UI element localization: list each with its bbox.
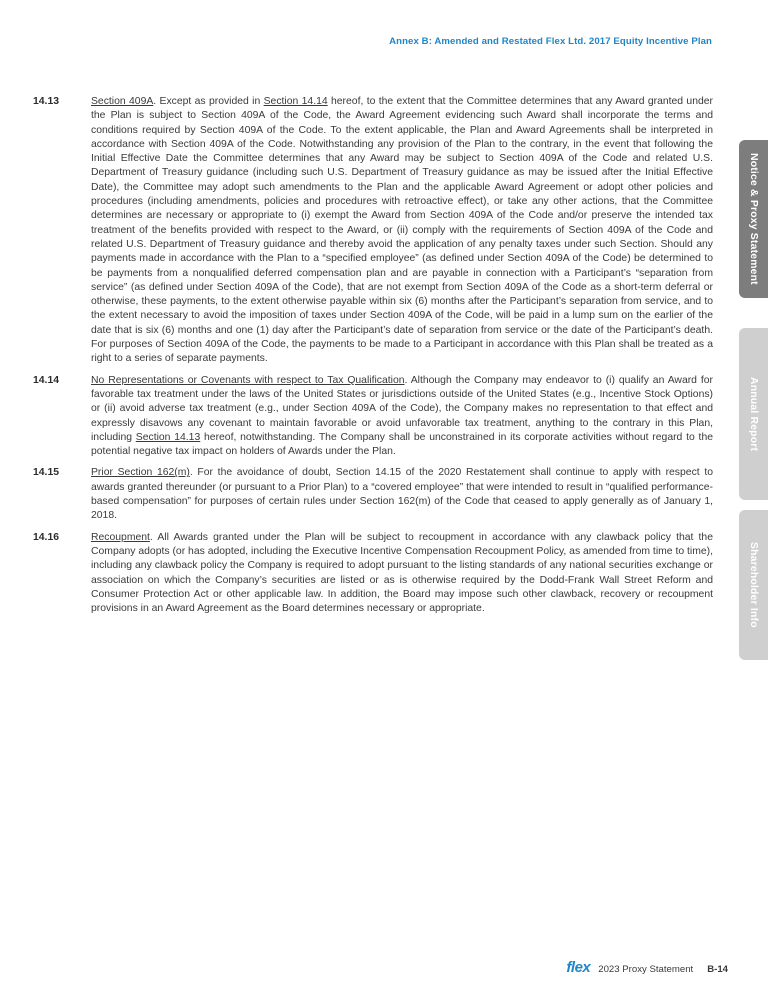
side-tab-label: Annual Report [748, 376, 759, 452]
text-run: . All Awards granted under the Plan will be subject to recoupment in accordance with any clawback policy that the Company adopts (or has adopted, including the Executive Incentive Compensation Recoupment Policy, as amended from time to time), including any clawback policy the Company is required to adopt pursuant to the listing standards of any national securities exchange or association on which the Company’s securities are listed or as is otherwise required by the Dodd-Frank Wall Street Reform and Consumer Protection Act or other applicable law. In addition, the Board may impose such other clawback, recovery or recoupment provisions in an Award Agreement as the Board determines necessary or appropriate. [91, 531, 713, 615]
section-14-14 [33, 374, 713, 460]
document-body [33, 95, 713, 623]
section-reference: Section 14.13 [135, 431, 201, 443]
side-tab-shareholder-info[interactable] [739, 510, 768, 660]
section-heading: Section 409A [91, 96, 154, 107]
flex-logo: flex [566, 959, 591, 976]
section-14-16 [33, 531, 713, 617]
section-number: 14.13 [33, 96, 60, 107]
section-reference: Section 14.14 [263, 96, 328, 107]
text-run: hereof, notwithstanding. The Company shall be unconstrained in its corporate activities without regard to the potential negative tax impact on holders of Awards under the Plan. [91, 431, 714, 458]
side-tab-notice-proxy[interactable] [739, 140, 768, 298]
section-heading: Recoupment [91, 531, 150, 543]
text-run: . Except as provided in [153, 96, 264, 107]
section-number: 14.15 [33, 467, 60, 479]
running-header: Annex B: Amended and Restated Flex Ltd. 2017 Equity Incentive Plan [389, 36, 712, 47]
section-text [91, 466, 713, 523]
side-tab-annual-report[interactable] [739, 328, 768, 500]
section-heading: No Representations or Covenants with respect to Tax Qualification [91, 374, 405, 386]
section-text [91, 531, 713, 617]
side-tab-label: Notice & Proxy Statement [748, 153, 759, 285]
side-tab-label: Shareholder Info [748, 542, 759, 628]
text-run: . Although the Company may endeavor to (i) qualify an Award for favorable tax treatment under the laws of the United States or jurisdictions outside of the United States (e.g., Incentive Stock Options) or (ii) avoid adverse tax treatment (e.g., under Section 409A of the Code), the Company makes no representation to that effect and expressly disavows any covenant to maintain favorable or avoid unfavorable tax treatment, anything to the contrary in this Plan, including [91, 374, 713, 443]
section-text [91, 95, 713, 367]
section-14-15 [33, 466, 713, 523]
section-text [91, 374, 713, 460]
section-heading: Prior Section 162(m) [91, 467, 190, 479]
text-run: hereof, to the extent that the Committee determines that any Award granted under the Plan is subject to Section 409A of the Code, the Award Agreement evidencing such Award shall incorporate the terms and conditions required by Section 409A of the Code. To the extent applicable, the Plan and Award Agreements shall be interpreted in accordance with Section 409A of the Code. Notwithstanding any provision of the Plan to the contrary, in the event that following the Initial Effective Date the Committee determines that any Award may be subject to Section 409A of the Code and related U.S. Department of Treasury guidance (including such U.S. Department of Treasury guidance as may be issued after the Initial Effective Date), the Committee may adopt such amendments to the Plan and the applicable Award Agreement or adopt other policies and procedures (including amendments, policies and procedures with retroactive effect), or take any other actions, that the Committee determines are necessary or appropriate to (i) exempt the Award from Section 409A of the Code and/or preserve the intended tax treatment of the benefits provided with respect to the Award, or (ii) comply with the requirements of Section 409A of the Code and related U.S. Department of Treasury guidance and thereby avoid the application of any penalty taxes under such Section. Should any payments made in accordance with the Plan to a “specified employee” (as defined under Section 409A of the Code) be determined to be payments from a nonqualified deferred compensation plan and are payable in connection with a Participant’s “separation from service” (as defined under Section 409A of the Code), that are not exempt from Section 409A of the Code as a short-term deferral or otherwise, these payments, to the extent otherwise payable within six (6) months after the Participant’s separation from service, and to the extent necessary to avoid the imposition of taxes under Section 409A of the Code, will be paid in a lump sum on the earlier of the date that is six (6) months and one (1) day after the Participant’s date of separation from service or the date of the Participant’s death. For purposes of Section 409A of the Code, the payments to be made to a Participant in accordance with this Plan shall be treated as a right to a series of separate payments. [91, 96, 713, 365]
publication-title: 2023 Proxy Statement [598, 964, 694, 975]
page-number: B-14 [707, 964, 728, 975]
section-number: 14.16 [33, 531, 60, 543]
section-number: 14.14 [33, 374, 60, 386]
section-14-13 [33, 95, 713, 367]
page-footer [566, 959, 728, 976]
text-run: . For the avoidance of doubt, Section 14.15 of the 2020 Restatement shall continue to apply with respect to awards granted thereunder (or pursuant to a Prior Plan) to a “covered employee” that were intended to result in “qualified performance-based compensation” for purposes of certain rules under Section 162(m) of the Code that ceased to apply generally as of January 1, 2018. [91, 467, 713, 522]
